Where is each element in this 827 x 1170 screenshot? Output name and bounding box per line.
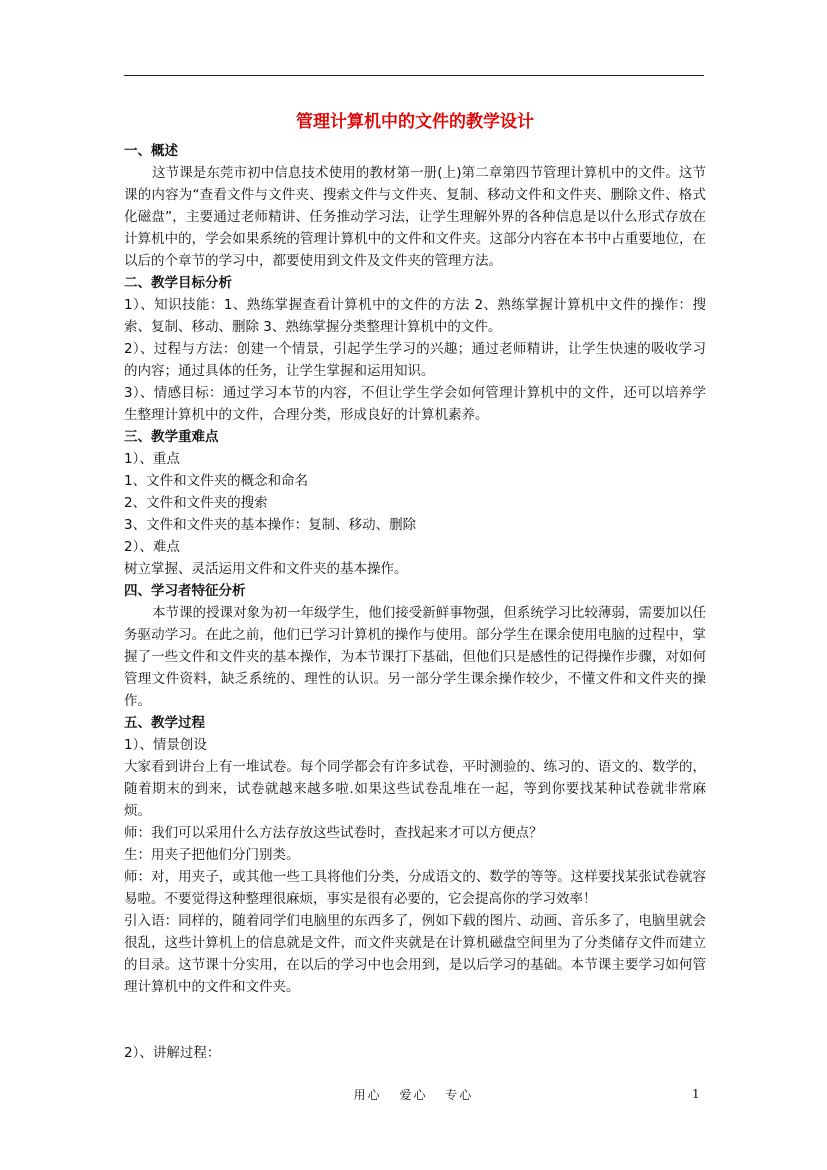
- page-footer: 用心 爱心 专心: [353, 1088, 474, 1102]
- teacher-response: 师：对，用夹子，或其他一些工具将他们分类，分成语文的、数学的等等。这样要找某张试卷就容易啦。不要觉得这种整理很麻烦，事实是很有必要的，它会提高你的学习效率！: [124, 869, 706, 907]
- header-rule: [124, 75, 704, 76]
- key-point-item: 1、文件和文件夹的概念和命名: [124, 473, 309, 489]
- scenario-label: 1）、情景创设: [124, 737, 207, 753]
- document-body: [124, 108, 706, 1064]
- section-heading-key-points: 三、教学重难点: [124, 429, 219, 445]
- overview-paragraph: 这节课是东莞市初中信息技术使用的教材第一册(上)第二章第四节管理计算机中的文件。这节课的内容为“查看文件与文件夹、搜索文件与文件夹、复制、移动文件和文件夹、删除文件、格式化磁盘”，主要通过老师精讲、任务推动学习法，让学生理解外界的各种信息是以什么形式存放在计算机中的，学会如果系统的管理计算机中的文件和文件夹。这部分内容在本书中占重要地位，在以后的个章节的学习中，都要使用到文件及文件夹的管理方法。: [124, 165, 706, 269]
- section-heading-learners: 四、学习者特征分析: [124, 583, 246, 599]
- objective-process: 2）、过程与方法：创建一个情景，引起学生学习的兴趣；通过老师精讲，让学生快速的吸收学习的内容；通过具体的任务，让学生掌握和运用知识。: [124, 341, 706, 379]
- key-point-item: 2、文件和文件夹的搜索: [124, 495, 268, 511]
- difficulty-item: 树立掌握、灵活运用文件和文件夹的基本操作。: [124, 561, 408, 577]
- key-point-item: 3、文件和文件夹的基本操作：复制、移动、删除: [124, 517, 417, 533]
- page-number: 1: [692, 1087, 700, 1101]
- document-title: 管理计算机中的文件的教学设计: [296, 112, 534, 132]
- difficulty-label: 2）、难点: [124, 539, 180, 555]
- student-answer: 生：用夹子把他们分门别类。: [124, 847, 300, 863]
- lead-in-paragraph: 引入语：同样的，随着同学们电脑里的东西多了，例如下载的图片、动画、音乐多了，电脑里就会很乱，这些计算机上的信息就是文件，而文件夹就是在计算机磁盘空间里为了分类储存文件而建立的目录。这节课十分实用，在以后的学习中也会用到，是以后学习的基础。本节课主要学习如何管理计算机中的文件和文件夹。: [124, 913, 706, 995]
- lecture-process-label: 2）、讲解过程：: [124, 1045, 221, 1061]
- teacher-question: 师：我们可以采用什么方法存放这些试卷时，查找起来才可以方便点？: [124, 825, 543, 841]
- section-heading-process: 五、教学过程: [124, 715, 205, 731]
- blank-space: [124, 998, 706, 1042]
- scenario-paragraph: 大家看到讲台上有一堆试卷。每个同学都会有许多试卷，平时测验的、练习的、语文的、数学的，随着期末的到来，试卷就越来越多啦.如果这些试卷乱堆在一起，等到你要找某种试卷就非常麻烦。: [124, 759, 706, 819]
- key-points-label: 1）、重点: [124, 451, 180, 467]
- section-heading-overview: 一、概述: [124, 143, 178, 159]
- learners-paragraph: 本节课的授课对象为初一年级学生，他们接受新鲜事物强，但系统学习比较薄弱，需要加以任务驱动学习。在此之前，他们已学习计算机的操作与使用。部分学生在课余使用电脑的过程中，掌握了一些文件和文件夹的基本操作，为本节课打下基础，但他们只是感性的记得操作步骤，对如何管理文件资料，缺乏系统的、理性的认识。另一部分学生课余操作较少，不懂文件和文件夹的操作。: [124, 605, 706, 709]
- objective-emotion: 3）、情感目标：通过学习本节的内容，不但让学生学会如何管理计算机中的文件，还可以培养学生整理计算机中的文件，合理分类，形成良好的计算机素养。: [124, 385, 706, 423]
- section-heading-objectives: 二、教学目标分析: [124, 275, 232, 291]
- objective-knowledge: 1）、知识技能：1、熟练掌握查看计算机中的文件的方法 2、熟练掌握计算机中文件的操作：搜索、复制、移动、删除 3、熟练掌握分类整理计算机中的文件。: [124, 297, 706, 335]
